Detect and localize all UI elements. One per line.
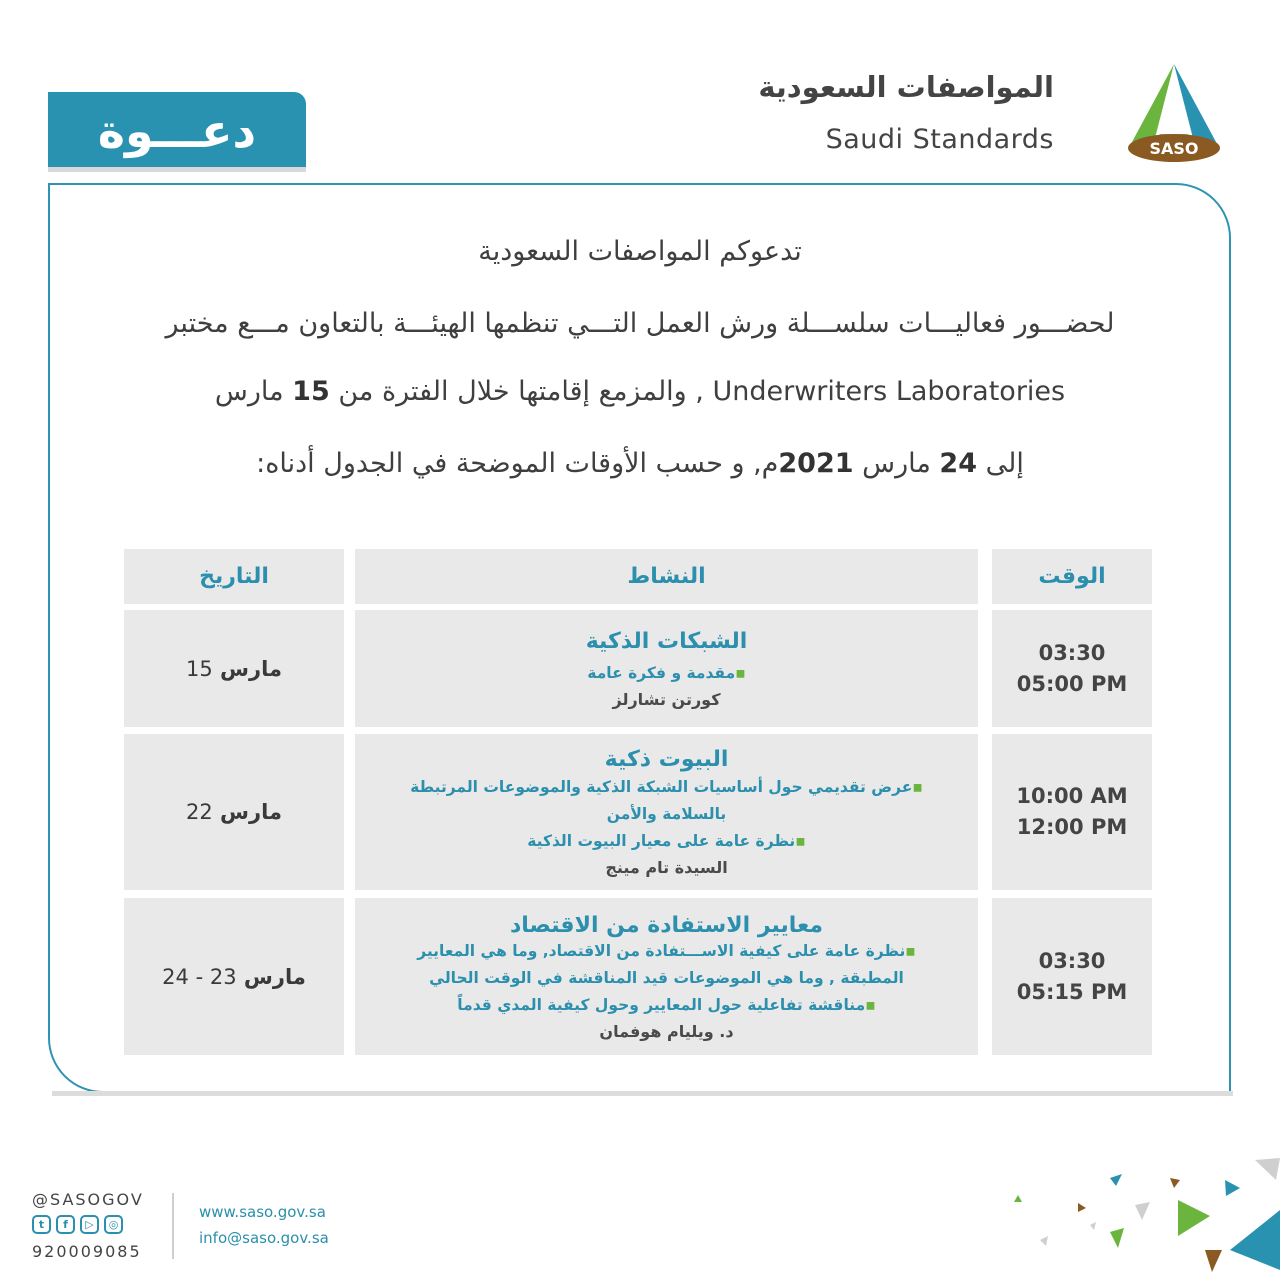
- phone-number: 920009085: [32, 1242, 142, 1261]
- table-row-2-date: [124, 734, 344, 890]
- time-end: 05:15 PM: [1016, 979, 1128, 1004]
- date-value: مارس 22: [186, 800, 283, 824]
- table-row-2-time: [992, 734, 1152, 890]
- activity-bullet: ▪نظرة عامة على كيفية الاســـتفادة من الاقتصاد, وما هي المعايير: [417, 941, 916, 960]
- activity-title: الشبكات الذكية: [585, 628, 748, 654]
- content-frame-shadow: [52, 1091, 1233, 1096]
- activity-bullet: ▪مناقشة تفاعلية حول المعايير وحول كيفية المدي قدماً: [457, 995, 876, 1014]
- activity-speaker: د. ويليام هوفمان: [599, 1021, 734, 1041]
- instagram-icon[interactable]: ◎: [104, 1215, 123, 1234]
- activity-bullet-continuation: بالسلامة والأمن: [606, 805, 727, 823]
- brand-name-english: Saudi Standards: [825, 124, 1054, 155]
- table-row-3-activity: [355, 898, 978, 1055]
- brand-block: [758, 62, 1224, 168]
- decorative-triangles: [1000, 1150, 1280, 1280]
- activity-title: البيوت ذكية: [604, 747, 729, 772]
- footer-divider: [172, 1193, 174, 1259]
- brand-name-arabic: المواصفات السعودية: [758, 70, 1054, 104]
- time-end: 12:00 PM: [1016, 815, 1128, 839]
- table-row-3-time: [992, 898, 1152, 1055]
- activity-speaker: كورتن تشارلز: [612, 689, 721, 709]
- date-value: مارس 23 - 24: [162, 964, 306, 989]
- intro-line-2: لحضـــور فعاليـــات سلســـلة ورش العمل التـــي تنظمها الهيئـــة بالتعاون مـــع مختبر: [165, 308, 1115, 339]
- invitation-label: دعـــوة: [48, 92, 306, 170]
- header-label: النشاط: [627, 564, 706, 589]
- saso-logo-text: SASO: [1149, 139, 1199, 158]
- table-row-2-activity: [355, 734, 978, 890]
- saso-logo: [1124, 62, 1224, 168]
- activity-bullet: ▪عرض تقديمي حول أساسيات الشبكة الذكية والموضوعات المرتبطة: [410, 778, 923, 796]
- activity-bullet-continuation: المطبقة , وما هي الموضوعات قيد المناقشة في الوقت الحالي: [429, 968, 904, 987]
- website-link[interactable]: www.saso.gov.sa: [199, 1203, 326, 1221]
- intro-line-1: تدعوكم المواصفات السعودية: [478, 236, 802, 267]
- activity-speaker: السيدة تام مينج: [605, 858, 728, 877]
- table-header-date: [124, 549, 344, 604]
- social-icons: [32, 1215, 123, 1234]
- twitter-icon[interactable]: t: [32, 1215, 51, 1234]
- time-start: 10:00 AM: [1016, 784, 1128, 808]
- social-handle: @SASOGOV: [32, 1190, 144, 1209]
- activity-bullet: ▪نظرة عامة على معيار البيوت الذكية: [527, 832, 806, 850]
- time-end: 05:00 PM: [1016, 671, 1128, 696]
- activity-bullet: ▪مقدمة و فكرة عامة: [587, 663, 746, 682]
- email-link[interactable]: info@saso.gov.sa: [199, 1229, 329, 1247]
- table-header-time: [992, 549, 1152, 604]
- table-header-activity: [355, 549, 978, 604]
- invitation-label-shadow: [48, 167, 306, 172]
- youtube-icon[interactable]: ▷: [80, 1215, 99, 1234]
- time-start: 03:30: [1038, 948, 1106, 973]
- table-row-1-time: [992, 610, 1152, 727]
- header-label: التاريخ: [199, 564, 269, 589]
- activity-title: معايير الاستفادة من الاقتصاد: [509, 912, 824, 938]
- table-row-3-date: [124, 898, 344, 1055]
- time-start: 03:30: [1038, 640, 1106, 665]
- intro-line-3: Underwriters Laboratories , والمزمع إقامتها خلال الفترة من 15 مارس: [214, 376, 1066, 407]
- intro-line-4: إلى 24 مارس 2021م, و حسب الأوقات الموضحة في الجدول أدناه:: [256, 448, 1024, 479]
- facebook-icon[interactable]: f: [56, 1215, 75, 1234]
- header-label: الوقت: [1038, 564, 1106, 589]
- table-row-1-date: [124, 610, 344, 727]
- table-row-1-activity: [355, 610, 978, 727]
- date-value: مارس 15: [186, 656, 283, 681]
